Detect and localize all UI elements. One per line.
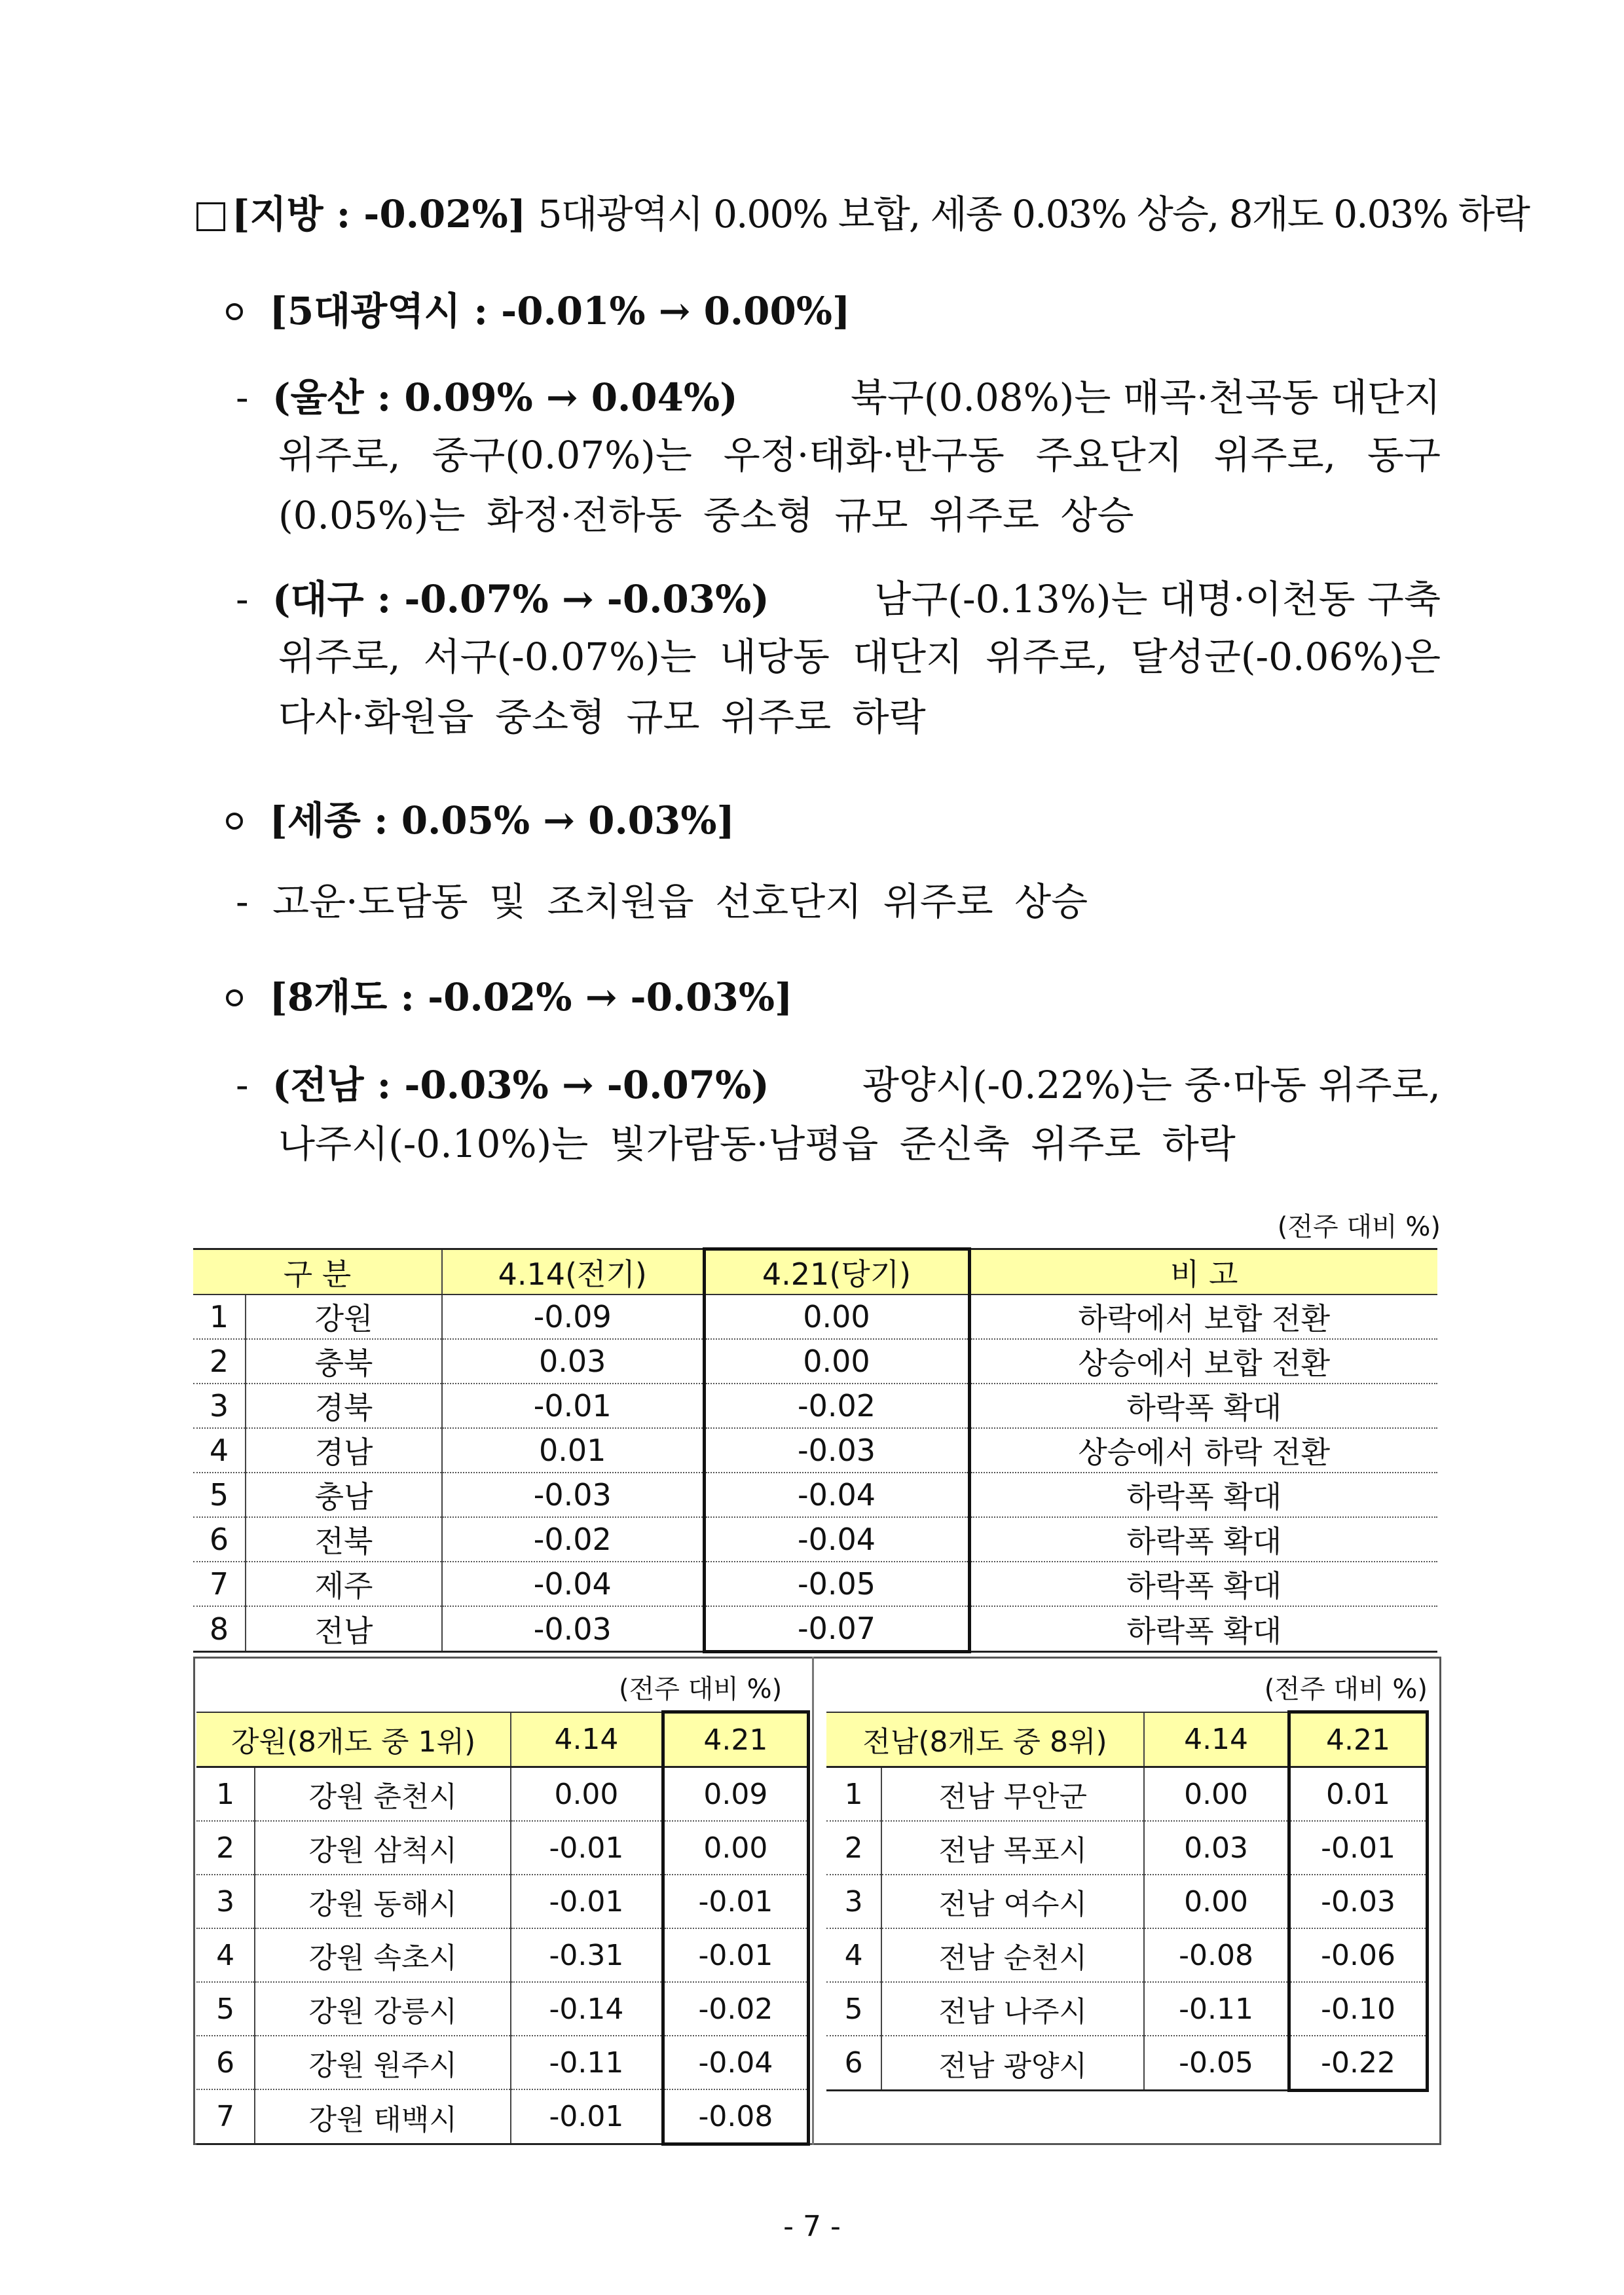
daegu-line-1: - (대구 : -0.07% → -0.03%) 남구(-0.13%)는 대명·이천동 구축 bbox=[236, 577, 1441, 621]
section-title-provinces: [8개도 : -0.02% → -0.03%] bbox=[226, 974, 792, 1020]
table-row: 5 강원 강릉시 -0.14 -0.02 bbox=[196, 1982, 809, 2036]
circle-bullet-icon bbox=[226, 989, 243, 1006]
gangwon-table bbox=[196, 1710, 810, 2146]
dash-bullet: - bbox=[236, 375, 249, 420]
table-row: 2 충북 0.03 0.00 상승에서 보합 전환 bbox=[193, 1339, 1437, 1384]
ulsan-line-3: (0.05%)는 화정·전하동 중소형 규모 위주로 상승 bbox=[278, 493, 1134, 538]
table-row: 6 전남 광양시 -0.05 -0.22 bbox=[826, 2036, 1428, 2091]
table-row: 1 강원 -0.09 0.00 하락에서 보합 전환 bbox=[193, 1294, 1437, 1339]
daegu-label: (대구 : -0.07% → -0.03%) bbox=[272, 577, 769, 621]
table-row: 4 강원 속초시 -0.31 -0.01 bbox=[196, 1928, 809, 1982]
dash-bullet: - bbox=[236, 1063, 249, 1107]
table-row: 3 경북 -0.01 -0.02 하락폭 확대 bbox=[193, 1384, 1437, 1428]
table-row: 2 전남 목포시 0.03 -0.01 bbox=[826, 1821, 1428, 1875]
table-row: 5 전남 나주시 -0.11 -0.10 bbox=[826, 1982, 1428, 2036]
table-header-row: 전남(8개도 중 8위) 4.14 4.21 bbox=[826, 1712, 1428, 1767]
jeonnam-table bbox=[826, 1710, 1429, 2092]
headline bbox=[196, 191, 1529, 237]
headline-summary: 5대광역시 0.00% 보합, 세종 0.03% 상승, 8개도 0.03% 하락 bbox=[538, 192, 1529, 236]
header-note: 비 고 bbox=[969, 1249, 1437, 1295]
daegu-line-2: 위주로, 서구(-0.07%)는 내당동 대단지 위주로, 달성군(-0.06%)은 bbox=[278, 634, 1441, 679]
ulsan-line-2: 위주로, 중구(0.07%)는 우정·태화·반구동 주요단지 위주로, 동구 bbox=[278, 433, 1441, 477]
right-table-unit: (전주 대비 %) bbox=[1264, 1674, 1428, 1704]
circle-bullet-icon bbox=[226, 303, 243, 320]
checkbox-square-icon bbox=[196, 202, 225, 231]
header-prev: 4.14(전기) bbox=[442, 1249, 704, 1295]
sub-tables-divider bbox=[812, 1657, 814, 2145]
table-row: 2 강원 삼척시 -0.01 0.00 bbox=[196, 1821, 809, 1875]
table-row: 8 전남 -0.03 -0.07 하락폭 확대 bbox=[193, 1606, 1437, 1652]
headline-bracket: [지방 : -0.02%] bbox=[232, 192, 526, 236]
header-category: 구 분 bbox=[193, 1249, 442, 1295]
table-row: 7 제주 -0.04 -0.05 하락폭 확대 bbox=[193, 1562, 1437, 1606]
circle-bullet-icon bbox=[226, 813, 243, 830]
province-table bbox=[193, 1247, 1437, 1653]
section-title-sejong: [세종 : 0.05% → 0.03%] bbox=[226, 798, 735, 843]
dash-bullet: - bbox=[236, 577, 249, 621]
jeonnam-line-2: 나주시(-0.10%)는 빛가람동·남평읍 준신축 위주로 하락 bbox=[278, 1122, 1236, 1166]
left-table-unit: (전주 대비 %) bbox=[619, 1674, 783, 1704]
table-row: 5 충남 -0.03 -0.04 하락폭 확대 bbox=[193, 1473, 1437, 1517]
jeonnam-line-1: - (전남 : -0.03% → -0.07%) 광양시(-0.22%)는 중·마동 위주로, bbox=[236, 1063, 1441, 1107]
table-row: 3 강원 동해시 -0.01 -0.01 bbox=[196, 1875, 809, 1928]
table-row: 1 전남 무안군 0.00 0.01 bbox=[826, 1767, 1428, 1822]
sejong-line-1: - 고운·도담동 및 조치원읍 선호단지 위주로 상승 bbox=[236, 879, 1088, 924]
table-row: 7 강원 태백시 -0.01 -0.08 bbox=[196, 2089, 809, 2144]
main-table-unit: (전주 대비 %) bbox=[1277, 1212, 1441, 1242]
ulsan-line-1: - (울산 : 0.09% → 0.04%) 북구(0.08%)는 매곡·천곡동 대단지 bbox=[236, 375, 1441, 420]
section-title-metro: [5대광역시 : -0.01% → 0.00%] bbox=[226, 288, 850, 334]
table-row: 1 강원 춘천시 0.00 0.09 bbox=[196, 1767, 809, 1822]
daegu-line-3: 다사·화원읍 중소형 규모 위주로 하락 bbox=[278, 695, 926, 739]
page-number: - 7 - bbox=[783, 2210, 841, 2243]
table-row: 6 전북 -0.02 -0.04 하락폭 확대 bbox=[193, 1517, 1437, 1562]
table-row: 6 강원 원주시 -0.11 -0.04 bbox=[196, 2036, 809, 2089]
table-header-row: 강원(8개도 중 1위) 4.14 4.21 bbox=[196, 1712, 809, 1767]
header-current: 4.21(당기) bbox=[704, 1249, 969, 1295]
dash-bullet: - bbox=[236, 879, 249, 924]
table-row: 3 전남 여수시 0.00 -0.03 bbox=[826, 1875, 1428, 1928]
jeonnam-label: (전남 : -0.03% → -0.07%) bbox=[272, 1063, 769, 1107]
table-row: 4 전남 순천시 -0.08 -0.06 bbox=[826, 1928, 1428, 1982]
table-header-row bbox=[193, 1249, 1437, 1295]
table-row: 4 경남 0.01 -0.03 상승에서 하락 전환 bbox=[193, 1428, 1437, 1473]
ulsan-label: (울산 : 0.09% → 0.04%) bbox=[272, 375, 738, 420]
